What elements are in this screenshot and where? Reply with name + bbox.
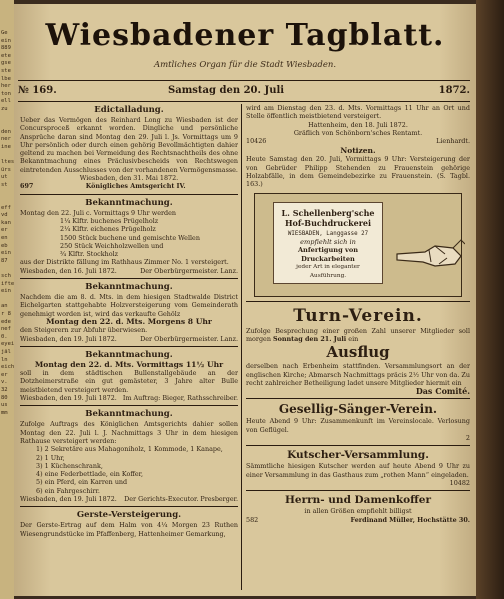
strip-fragment: ete [1, 52, 11, 59]
strip-fragment: Ge [1, 30, 8, 36]
notice-body: den Steigerern zur Abfuhr überwiesen. [20, 326, 148, 335]
divider [20, 278, 238, 279]
strip-fragment: zu [1, 105, 8, 112]
notice-body: wird am Dienstag den 23. d. Mts. Vormittags 11 Uhr an Ort und Stelle öffentlich meistbietend versteigert. [246, 104, 470, 121]
turn-mid: ein [348, 334, 359, 343]
notice-body: aus der Distrikte fällung im Rathhaus Zimmer No. 1 versteigert. [20, 258, 229, 267]
notice-number: 10482 [449, 478, 470, 487]
notice-list-item: 5) ein Pferd, ein Karren und [36, 478, 128, 487]
notice-list-item: ¾ Klftr. Stockholz [60, 250, 119, 259]
notice-place-date: Wiesbaden, den 19. Juli 1872. [20, 334, 117, 343]
strip-fragment: 87 [1, 257, 8, 264]
strip-fragment: 32 [1, 386, 8, 393]
strip-fragment: her [1, 83, 11, 90]
notice-list-item: 2) 1 Uhr, [36, 453, 65, 462]
masthead-subtitle: Amtliches Organ für die Stadt Wiesbaden. [153, 60, 337, 70]
strip-fragment: 80 [1, 394, 8, 401]
notice-number: 697 [20, 182, 34, 191]
strip-fragment: jäl [1, 348, 11, 355]
notice-signature: Der Gerichts-Executor. Presberger. [124, 494, 238, 503]
notice-item-list [20, 445, 238, 495]
strip-fragment: ln [1, 356, 8, 363]
strip-fragment: st [1, 181, 8, 188]
strip-fragment [1, 296, 14, 304]
notice-signature: Lienhardt. [436, 137, 470, 146]
strip-fragment [1, 265, 14, 273]
notice-signature: Der Oberbürgermeister. Lanz. [140, 334, 238, 343]
notice-number: 10426 [246, 137, 267, 146]
notice-signature: Der Oberbürgermeister. Lanz. [140, 266, 238, 275]
strip-fragment [1, 197, 14, 205]
notice-heading: Gerste-Versteigerung. [76, 510, 182, 521]
issue-number: № 169. [18, 85, 57, 96]
strip-fragment [1, 121, 14, 129]
turnverein-heading: Turn-Verein. [293, 305, 423, 326]
strip-fragment: kan [1, 219, 11, 226]
strip-fragment: ifte [1, 280, 14, 287]
strip-fragment: ton [1, 90, 11, 97]
pointing-hand-icon [395, 234, 465, 276]
notice-place-date: Hattenheim, den 18. Juli 1872. [308, 120, 408, 129]
ausflug-heading: Ausflug [326, 343, 390, 362]
notice-list-item: 6) ein Fahrgeschirr. [36, 486, 100, 495]
divider [20, 506, 238, 507]
newspaper-page [14, 4, 476, 596]
notice-place-date: Wiesbaden, den 19. Juli 1872. [20, 394, 117, 403]
notice-heading: Bekanntmachung. [85, 349, 173, 360]
strip-fragment: nef [1, 326, 11, 333]
kutscher-heading: Kutscher-Versammlung. [287, 449, 429, 462]
ad-service: Anfertigung von Druckarbeiten [297, 246, 359, 263]
strip-fragment: ein [1, 37, 11, 44]
notice-signature: Im Auftrag: Bieger, Rathsschreiber. [122, 394, 238, 403]
notice-heading: Bekanntmachung. [85, 409, 173, 420]
strip-fragment: en [1, 235, 8, 242]
notice-body [246, 327, 470, 344]
right-column [246, 104, 470, 590]
notice-body: soll in dem städtischen Bullenstallgebäude an der Dotzheimerstraße ein gut gemästeter, 3 Jahre alter Bulle meistbietend versteigert werden. [20, 369, 238, 394]
left-column [20, 104, 238, 590]
strip-fragment: ede [1, 318, 11, 325]
notice-heading: Notizen. [340, 146, 376, 156]
notice-item-list [20, 217, 238, 258]
divider [20, 346, 238, 347]
strip-fragment: ine [1, 143, 11, 150]
notice-number: 582 [246, 515, 259, 524]
divider [246, 398, 470, 399]
notice-body: Nachdem die am 8. d. Mts. in dem hiesigen Stadtwalde District Eichelgarten stattgehabte Holzversteigerung vom Gemeinderath genehmigt worden ist, wird das verkaufte Gehölz [20, 293, 238, 318]
divider [246, 301, 470, 302]
strip-fragment: ell [1, 98, 11, 105]
notice-date-highlight: Montag den 22. d. Mts. Vormittags 11½ Uhr [34, 359, 224, 369]
dateline [18, 84, 470, 100]
notice-place-date: Wiesbaden, den 19. Juli 1872. [20, 494, 117, 503]
notice-body: Heute Samstag den 20. Juli, Vormittags 9 Uhr: Versteigerung der von Gebrüder Philipp Stehenden zu Frauenstein gehörige Holzabfälle, in dem Gemeindebezirke zu Frauenstein. (S. Tagbl. 163.) [246, 155, 470, 189]
strip-fragment: er [1, 227, 8, 234]
strip-fragment: ltes [1, 159, 14, 166]
divider [20, 405, 238, 406]
strip-fragment: vd [1, 212, 8, 219]
notice-body: in allen Größen empfiehlt billigst [304, 507, 412, 516]
notice-signature: Gräflich von Schönborn'sches Rentamt. [293, 128, 423, 137]
business-card [273, 202, 383, 284]
turn-intro: Zufolge Besprechung einer großen Zahl unserer Mitglieder soll morgen [246, 326, 470, 343]
notice-heading: Bekanntmachung. [85, 197, 173, 208]
divider [18, 80, 470, 81]
adjacent-page-strip [0, 0, 14, 599]
notice-body: Sämmtliche hiesigen Kutscher werden auf heute Abend 9 Uhr zu einer Versammlung in das Gasthaus zum „rothen Mann“ eingeladen. [246, 462, 470, 479]
divider [20, 194, 238, 195]
issue-year: 1872. [438, 85, 470, 96]
strip-fragment [1, 152, 14, 160]
printing-advertisement [254, 193, 462, 297]
notice-list-item: 250 Stück Weichholzwellen und [60, 241, 164, 250]
ad-address: WIESBADEN, Langgasse 27 [287, 230, 369, 237]
notice-heading: Edictalladung. [94, 105, 164, 115]
notice-place-date: Wiesbaden, den 16. Juli 1872. [20, 266, 117, 275]
strip-fragment: lbe [1, 75, 11, 82]
strip-fragment: an [1, 303, 8, 310]
strip-fragment: den [1, 128, 11, 135]
strip-fragment: eyei [1, 341, 14, 348]
strip-fragment: sch [1, 273, 11, 279]
notice-number: 2 [465, 434, 470, 443]
strip-fragment: ein [1, 250, 11, 257]
strip-fragment: r 8 [1, 310, 11, 317]
gesang-heading: Gesellig-Sänger-Verein. [278, 402, 438, 417]
notice-list-item: 3) 1 Küchenschrank, [36, 461, 103, 470]
notice-signature: Ferdinand Müller, Hochstätte 30. [350, 515, 470, 524]
strip-fragment: us [1, 402, 8, 409]
notice-signature: Das Comité. [415, 386, 470, 397]
notice-date-highlight: Montag den 22. d. Mts. Morgens 8 Uhr [46, 316, 212, 326]
strip-fragment: ürs [1, 166, 11, 173]
divider [18, 101, 470, 102]
ad-extra: jeder Art in eleganter Ausführung. [296, 264, 360, 279]
strip-fragment: ut [1, 174, 8, 181]
strip-fragment: 889 [1, 45, 11, 52]
notice-body: derselben nach Erbenheim stattfinden. Versammlungsort an der englischen Kirche; Abmarsch Nachmittags präcis 2½ Uhr von da. Zu recht zahlreicher Betheiligung ladet unsere Mitglieder hiermit ein [246, 362, 470, 387]
turn-date: Sonntag den 21. Juli [273, 334, 347, 343]
strip-fragment: mm [1, 409, 8, 416]
ad-firm-type: Hof-Buchdruckerei [284, 217, 372, 228]
strip-fragment: eich [1, 364, 14, 371]
book-binding-edge [476, 0, 504, 599]
strip-fragment: ein [1, 288, 11, 295]
strip-fragment: gse [1, 60, 11, 67]
notice-list-item: 1¼ Klftr. buchenes Prügelholz [60, 216, 159, 225]
notice-list-item: 1) 2 Sekretäre aus Mahagoniholz, 1 Kommode, 1 Kanape, [36, 445, 223, 454]
notice-body: Montag den 22. Juli c. Vormittags 9 Uhr werden [20, 208, 177, 217]
strip-fragment: v. [1, 379, 8, 386]
notice-list-item: 4) eine Federbettlade, ein Koffer, [36, 470, 144, 479]
notice-list-item: 2¼ Klftr. eichenes Prügelholz [60, 225, 156, 234]
notice-signature: Königliches Amtsgericht IV. [85, 182, 186, 191]
notice-body: Zufolge Auftrags des Königlichen Amtsgerichts dahier sollen Montag den 22. Juli l. J. Nachmittags 3 Uhr in dem hiesigen Rathause versteigert werden: [20, 420, 238, 445]
notice-place-date: Wiesbaden, den 31. Mai 1872. [79, 174, 179, 183]
strip-fragment: ste [1, 67, 11, 74]
notice-body: Der Gerste-Ertrag auf dem Halm von 4¼ Morgen 23 Ruthen Wiesengrundstücke im Pfaffenberg, Hattenheimer Gemarkung, [20, 521, 238, 538]
notice-body: Ueber das Vermögen des Reinhard Long zu Wiesbaden ist der Concursproceß erkannt worden. Dingliche und persönliche Ansprüche daran sind Montag den 29. Juli l. Js. Vormittags um 9 Uhr persönlich oder durch einen gehörig Bevollmächtigten dahier geltend zu machen bei Vermeidung des Rechtsnachtheils des ohne Bekanntmachung eines Präclusivbescheids von Rechtswegen eintretenden Ausschlusses von der vorhandenen Vermögensmasse. [20, 116, 238, 174]
notice-heading: Bekanntmachung. [85, 282, 173, 293]
notice-body: Heute Abend 9 Uhr: Zusammenkunft im Vereinslocale. Verlosung von Geflügel. [246, 417, 470, 434]
strip-fragment [1, 114, 14, 122]
ad-firm-name: L. Schellenberg'sche [281, 207, 375, 218]
koffer-heading: Herrn- und Damenkoffer [284, 494, 432, 507]
strip-fragment: eff [1, 204, 11, 211]
notice-list-item: 1500 Stück buchene und gemischte Wellen [60, 233, 200, 242]
issue-date: Samstag den 20. Juli [168, 85, 285, 96]
strip-fragment [1, 189, 14, 197]
masthead-title: Wiesbadener Tagblatt. [45, 18, 445, 53]
divider [246, 490, 470, 491]
strip-fragment: eb [1, 242, 8, 249]
strip-fragment: ner [1, 136, 11, 143]
divider [246, 445, 470, 446]
strip-fragment: er [1, 371, 8, 378]
strip-fragment: 0. [1, 333, 8, 340]
ad-hint: empfiehlt sich in [300, 238, 356, 247]
column-divider [241, 104, 242, 590]
